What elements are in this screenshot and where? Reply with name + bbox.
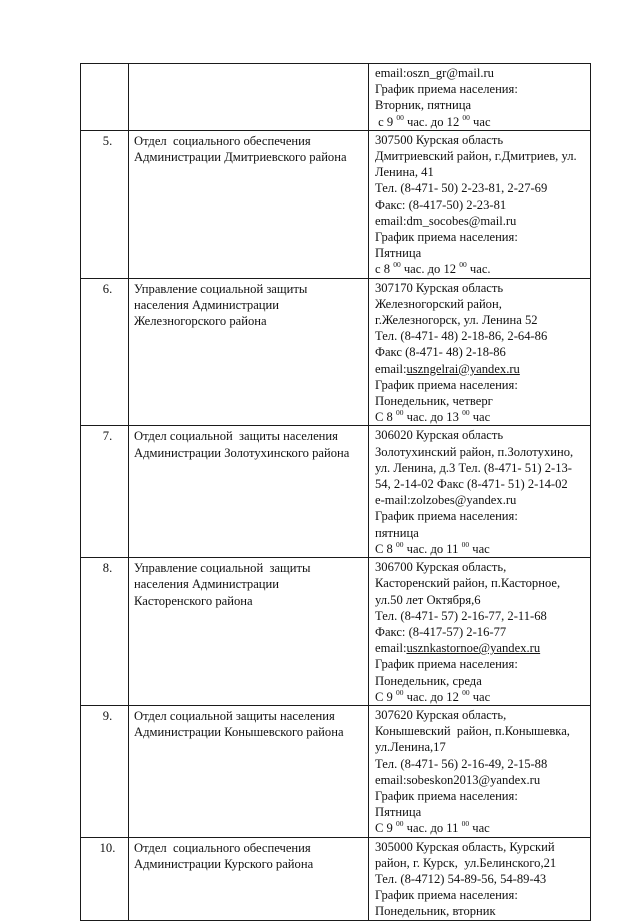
office-contact-cell xyxy=(369,278,591,426)
hours-from-minutes: 00 xyxy=(396,408,404,418)
contact-line: Золотухинский район, п.Золотухино, xyxy=(375,444,574,459)
contact-line: Ленина, 41 xyxy=(375,165,434,180)
contact-line: Тел. (8-471- 50) 2-23-81, 2-27-69 xyxy=(375,181,548,196)
office-name-line: Отдел социальной защиты населения xyxy=(134,708,335,723)
email-line xyxy=(375,361,588,377)
contact-line: 54, 2-14-02 Факс (8-471- 51) 2-14-02 xyxy=(375,477,568,492)
office-name-cell xyxy=(129,64,369,131)
hours-from-minutes: 00 xyxy=(396,687,404,697)
hours-from-label: С 9 xyxy=(375,821,396,836)
hours-to-minutes: 00 xyxy=(459,260,467,270)
hours-from-minutes: 00 xyxy=(393,260,401,270)
contact-line: Пятница xyxy=(375,246,422,261)
hours-from-label: с 9 xyxy=(375,114,397,129)
office-name-line: Администрации Дмитриевского района xyxy=(134,150,347,165)
hours-to-label: час. до 12 xyxy=(403,114,463,129)
hours-unit: час xyxy=(469,689,491,704)
contact-line: График приема населения: xyxy=(375,230,518,245)
office-name-line: Управление социальной защиты xyxy=(134,561,311,576)
contact-line: e-mail:zolzobes@yandex.ru xyxy=(375,493,517,508)
contact-line: Тел. (8-471- 57) 2-16-77, 2-11-68 xyxy=(375,608,547,623)
office-name-cell xyxy=(129,837,369,920)
row-number: 8. xyxy=(102,561,113,576)
hours-unit: час xyxy=(469,821,490,836)
reception-hours xyxy=(375,261,588,277)
hours-from-label: С 8 xyxy=(375,410,396,425)
office-contact-cell xyxy=(369,64,591,131)
contact-line: Тел. (8-4712) 54-89-56, 54-89-43 xyxy=(375,871,547,886)
contact-line: 305000 Курская область, Курский xyxy=(375,839,555,854)
contact-line: Железногорский район, xyxy=(375,296,502,311)
contact-line: Конышевский район, п.Конышевка, xyxy=(375,724,570,739)
hours-unit: час xyxy=(469,541,490,556)
contact-line: Факс: (8-417-50) 2-23-81 xyxy=(375,197,507,212)
contact-line: район, г. Курск, ул.Белинского,21 xyxy=(375,855,557,870)
row-number-cell xyxy=(81,837,129,920)
hours-to-minutes: 00 xyxy=(462,112,470,122)
row-number: 6. xyxy=(102,281,113,296)
contact-line: пятница xyxy=(375,525,419,540)
hours-to-label: час. до 12 xyxy=(403,689,463,704)
contact-line: График приема населения: xyxy=(375,788,518,803)
reception-hours xyxy=(375,541,588,557)
email-prefix: email: xyxy=(375,361,407,376)
hours-from-label: С 9 xyxy=(375,689,396,704)
hours-unit: час. xyxy=(466,262,491,277)
hours-to-label: час. до 13 xyxy=(403,410,463,425)
hours-to-minutes: 00 xyxy=(462,408,470,418)
office-contact-cell xyxy=(369,130,591,278)
table-row xyxy=(81,426,591,558)
office-name-line: Отдел социальной защиты населения xyxy=(134,429,338,444)
contact-line: 307170 Курская область xyxy=(375,280,504,295)
row-number-cell xyxy=(81,558,129,706)
office-name-cell xyxy=(129,705,369,837)
reception-hours xyxy=(375,689,588,705)
office-name-cell xyxy=(129,558,369,706)
table-row xyxy=(81,705,591,837)
hours-unit: час xyxy=(469,410,491,425)
row-number-cell xyxy=(81,426,129,558)
contact-line: 306020 Курская область xyxy=(375,428,504,443)
hours-to-label: час. до 11 xyxy=(403,821,462,836)
office-name-line: Железногорского района xyxy=(134,314,267,329)
table-row xyxy=(81,64,591,131)
office-name-cell xyxy=(129,278,369,426)
office-contact-cell xyxy=(369,705,591,837)
contact-line: Факс: (8-417-57) 2-16-77 xyxy=(375,624,507,639)
table-body xyxy=(81,64,591,921)
row-number-cell xyxy=(81,64,129,131)
contact-line: 307620 Курская область, xyxy=(375,707,507,722)
social-protection-offices-table xyxy=(80,63,591,921)
office-name-line: Управление социальной защиты xyxy=(134,281,308,296)
office-name-line: Отдел социального обеспечения xyxy=(134,133,311,148)
row-number: 10. xyxy=(99,840,116,855)
hours-unit: час xyxy=(469,114,491,129)
contact-line: ул.50 лет Октября,6 xyxy=(375,592,481,607)
contact-line: email:oszn_gr@mail.ru xyxy=(375,66,494,80)
row-number: 5. xyxy=(102,133,113,148)
row-number-cell xyxy=(81,130,129,278)
email-prefix: email: xyxy=(375,641,407,656)
office-name-line: Касторенского района xyxy=(134,593,253,608)
contact-line: График приема населения: xyxy=(375,657,518,672)
table-row xyxy=(81,558,591,706)
row-number-cell xyxy=(81,705,129,837)
hours-to-minutes: 00 xyxy=(462,687,470,697)
row-number-cell xyxy=(81,278,129,426)
contact-line: Тел. (8-471- 56) 2-16-49, 2-15-88 xyxy=(375,756,548,771)
hours-from-minutes: 00 xyxy=(396,112,404,122)
contact-line: Факс (8-471- 48) 2-18-86 xyxy=(375,345,506,360)
hours-from-label: с 8 xyxy=(375,262,394,277)
contact-line: График приема населения: xyxy=(375,377,518,392)
office-name-line: населения Администрации xyxy=(134,297,280,312)
office-name-line: Администрации Курского района xyxy=(134,856,314,871)
office-name-line: населения Администрации xyxy=(134,577,280,592)
table-row xyxy=(81,837,591,920)
reception-hours xyxy=(375,409,588,425)
contact-line: 306700 Курская область, xyxy=(375,560,507,575)
contact-line: Дмитриевский район, г.Дмитриев, ул. xyxy=(375,149,577,164)
office-contact-cell xyxy=(369,558,591,706)
contact-line: График приема населения: xyxy=(375,509,518,524)
row-number: 9. xyxy=(102,708,113,723)
table-row xyxy=(81,278,591,426)
contact-line: ул.Ленина,17 xyxy=(375,740,446,755)
contact-line: Понедельник, четверг xyxy=(375,394,493,409)
hours-from-minutes: 00 xyxy=(396,819,404,829)
contact-line: График приема населения: xyxy=(375,888,518,903)
contact-line: 307500 Курская область xyxy=(375,132,504,147)
email-link[interactable]: uszngelrai@yandex.ru xyxy=(406,361,520,376)
contact-line: ул. Ленина, д.3 Тел. (8-471- 51) 2-13- xyxy=(375,460,572,475)
office-contact-cell xyxy=(369,426,591,558)
row-number: 7. xyxy=(102,429,113,444)
hours-to-minutes: 00 xyxy=(461,539,470,549)
office-contact-cell xyxy=(369,837,591,920)
contact-line: Понедельник, вторник xyxy=(375,904,496,919)
hours-to-minutes: 00 xyxy=(461,819,470,829)
reception-hours xyxy=(375,114,588,130)
office-name-cell xyxy=(129,426,369,558)
contact-line: Тел. (8-471- 48) 2-18-86, 2-64-86 xyxy=(375,329,548,344)
office-name-line: Администрации Золотухинского района xyxy=(134,445,350,460)
office-name-cell xyxy=(129,130,369,278)
contact-line: email:sobeskon2013@yandex.ru xyxy=(375,772,541,787)
contact-line: Пятница xyxy=(375,805,422,820)
contact-line: Вторник, пятница xyxy=(375,98,472,113)
office-name-line: Администрации Конышевского района xyxy=(134,725,344,740)
contact-line: Касторенский район, п.Касторное, xyxy=(375,576,561,591)
hours-from-minutes: 00 xyxy=(396,539,404,549)
hours-to-label: час. до 12 xyxy=(400,262,460,277)
contact-line: График приема населения: xyxy=(375,82,518,97)
email-line xyxy=(375,640,588,656)
reception-hours xyxy=(375,820,588,836)
contact-line: Понедельник, среда xyxy=(375,673,482,688)
document-page xyxy=(80,63,590,921)
hours-to-label: час. до 11 xyxy=(403,541,462,556)
office-name-line: Отдел социального обеспечения xyxy=(134,840,311,855)
contact-line: г.Железногорск, ул. Ленина 52 xyxy=(375,313,538,328)
contact-line: email:dm_socobes@mail.ru xyxy=(375,213,517,228)
hours-from-label: С 8 xyxy=(375,541,396,556)
table-row xyxy=(81,130,591,278)
email-link[interactable]: usznkastornoe@yandex.ru xyxy=(406,641,541,656)
